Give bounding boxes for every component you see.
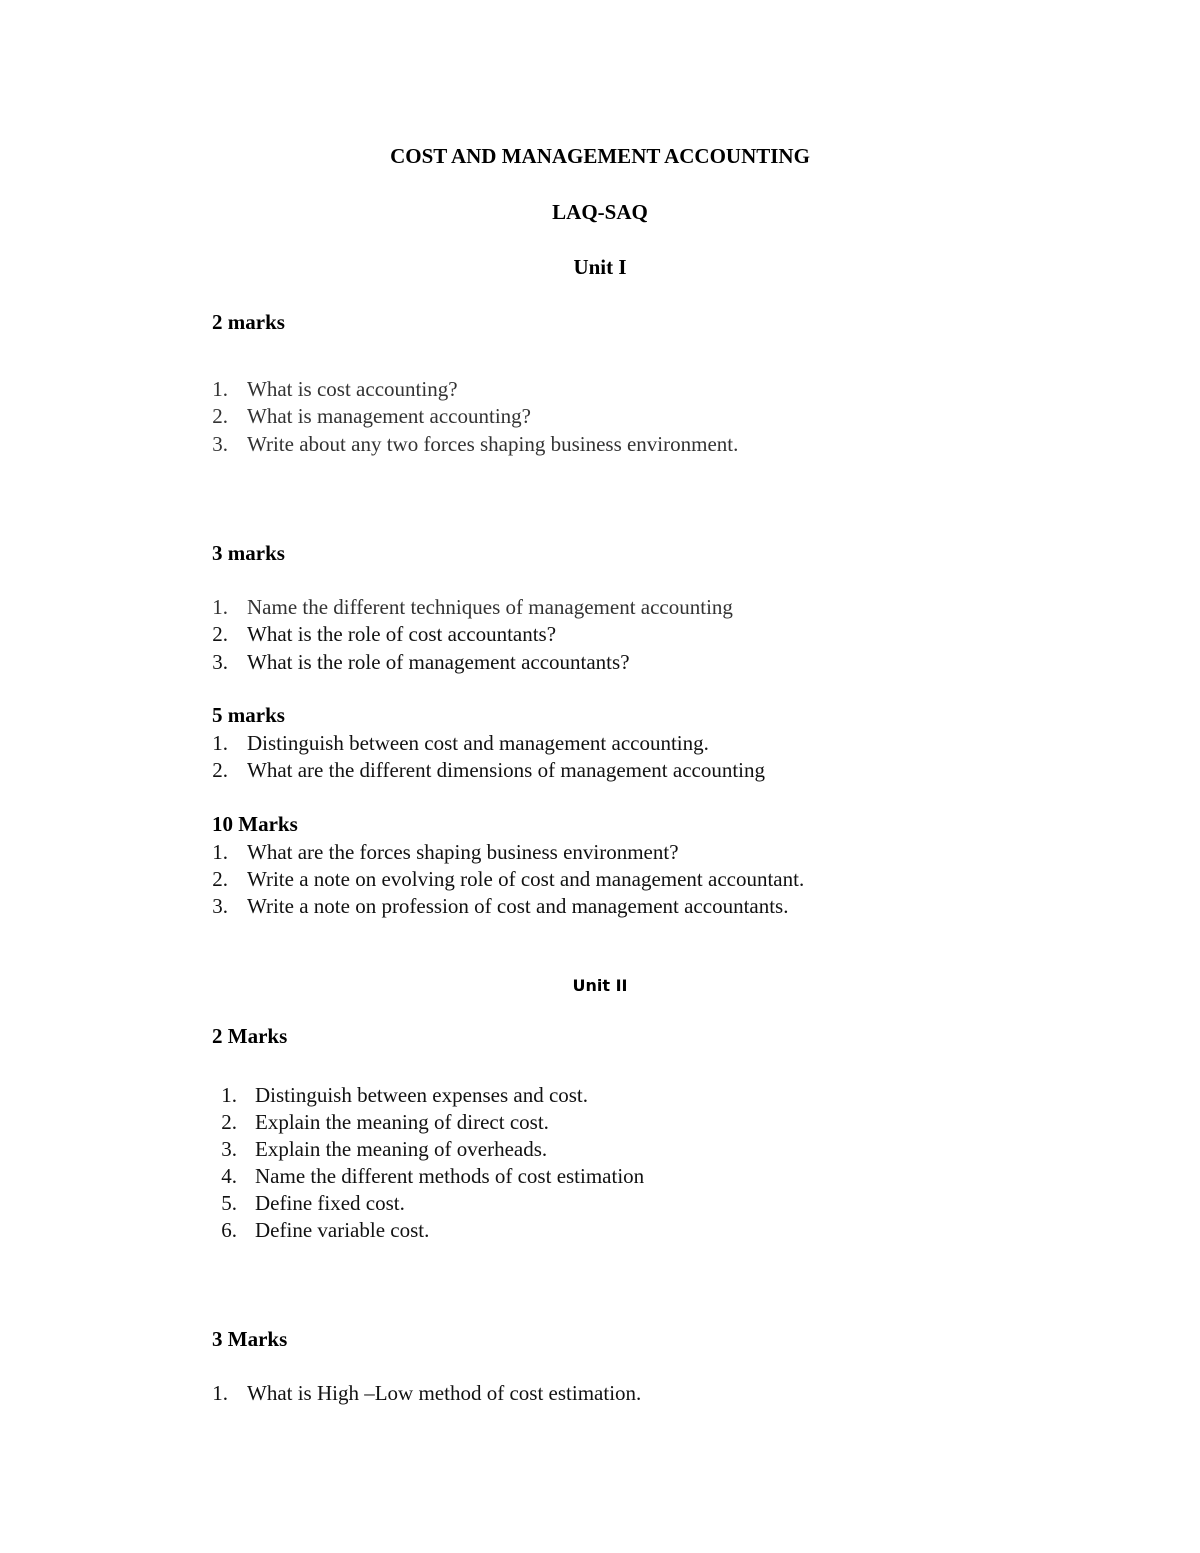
list-number: 1. <box>212 377 228 401</box>
list-number: 3. <box>212 894 228 918</box>
question-text: What is management accounting? <box>247 404 531 428</box>
list-number: 2. <box>212 758 228 782</box>
list-number: 1. <box>212 731 228 755</box>
unit-heading: Unit II <box>572 976 628 995</box>
section-heading: 5 marks <box>212 703 285 727</box>
document-title: COST AND MANAGEMENT ACCOUNTING <box>390 144 810 168</box>
unit-heading: Unit I <box>573 255 627 279</box>
list-number: 1. <box>212 840 228 864</box>
question-text: Name the different methods of cost estimation <box>255 1164 645 1188</box>
list-number: 5. <box>221 1191 237 1215</box>
list-number: 1. <box>212 1381 228 1405</box>
list-number: 1. <box>221 1083 237 1107</box>
section-heading: 2 Marks <box>212 1024 288 1048</box>
section-heading: 3 Marks <box>212 1327 288 1351</box>
question-text: What are the forces shaping business environment? <box>247 840 679 864</box>
list-number: 2. <box>212 622 228 646</box>
list-number: 1. <box>212 595 228 619</box>
question-text: Explain the meaning of direct cost. <box>255 1110 549 1134</box>
list-number: 6. <box>221 1218 237 1242</box>
list-number: 2. <box>221 1110 237 1134</box>
question-text: Distinguish between expenses and cost. <box>255 1083 589 1107</box>
question-text: Name the different techniques of management accounting <box>247 595 733 619</box>
question-text: Distinguish between cost and management accounting. <box>247 731 709 755</box>
question-text: Define variable cost. <box>255 1218 430 1242</box>
section-heading: 2 marks <box>212 310 285 334</box>
section-heading: 3 marks <box>212 541 285 565</box>
question-text: Write a note on profession of cost and management accountants. <box>247 894 789 918</box>
question-text: What is High –Low method of cost estimation. <box>247 1381 642 1405</box>
question-text: Define fixed cost. <box>255 1191 405 1215</box>
document-subtitle: LAQ-SAQ <box>552 200 648 224</box>
list-number: 2. <box>212 867 228 891</box>
question-text: Write a note on evolving role of cost and management accountant. <box>247 867 805 891</box>
question-text: What are the different dimensions of management accounting <box>247 758 766 782</box>
question-text: Write about any two forces shaping business environment. <box>247 432 739 456</box>
list-number: 2. <box>212 404 228 428</box>
question-text: Explain the meaning of overheads. <box>255 1137 548 1161</box>
question-text: What is the role of cost accountants? <box>247 622 557 646</box>
question-text: What is the role of management accountants? <box>247 650 630 674</box>
list-number: 4. <box>221 1164 237 1188</box>
list-number: 3. <box>212 432 228 456</box>
list-number: 3. <box>212 650 228 674</box>
list-number: 3. <box>221 1137 237 1161</box>
section-heading: 10 Marks <box>212 812 298 836</box>
question-text: What is cost accounting? <box>247 377 458 401</box>
